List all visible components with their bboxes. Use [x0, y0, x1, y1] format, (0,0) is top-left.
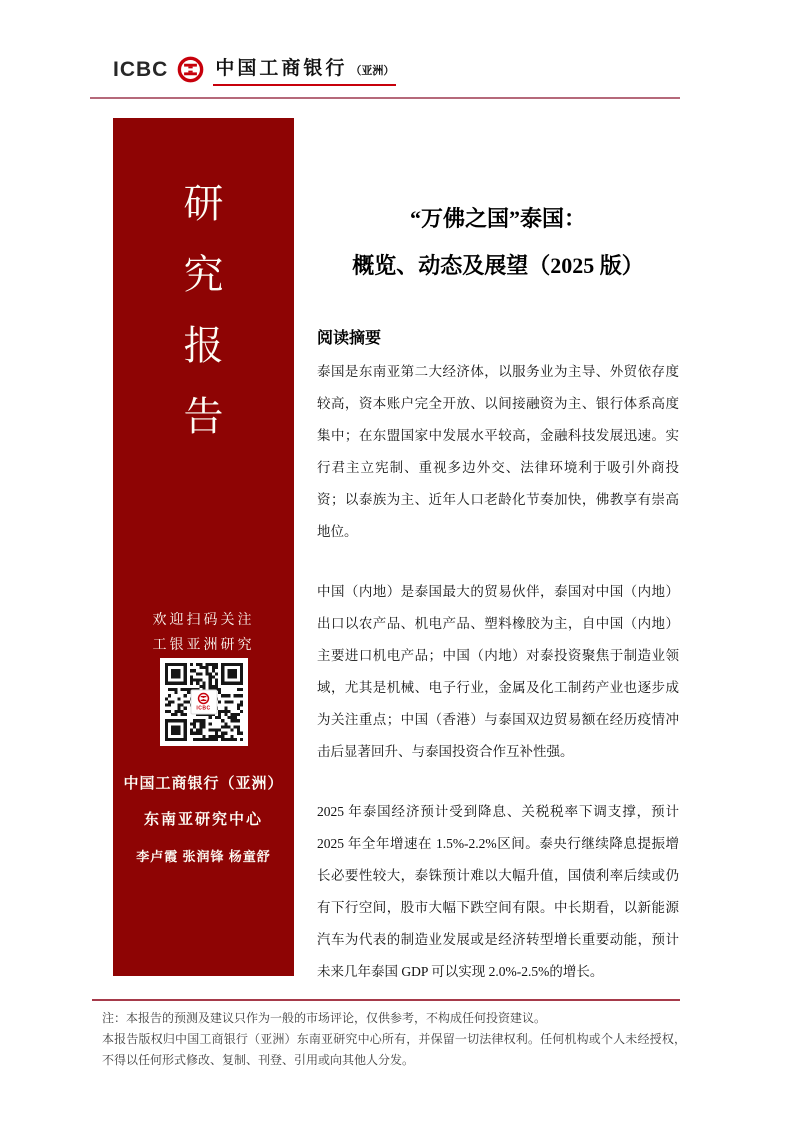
footer-disclaimer [102, 1008, 686, 1071]
abstract-paragraph-2: 中国（内地）是泰国最大的贸易伙伴，泰国对中国（内地）出口以农产品、机电产品、塑料橡胶为主，自中国（内地）主要进口机电产品；中国（内地）对泰投资聚焦于制造业领域，尤其是机械、电子行业，金属及化工制药产业也逐步成为关注重点；中国（香港）与泰国双边贸易额在经历疫情冲击后显著回升、与泰国投资合作互补性强。 [317, 584, 679, 759]
summary-heading: 阅读摘要 [317, 330, 382, 347]
qr-code [160, 658, 248, 746]
footer-divider [92, 999, 680, 1001]
org-research-center: 东南亚研究中心 [143, 812, 263, 828]
qr-caption-line1: 欢迎扫码关注 [152, 613, 255, 628]
abstract-paragraph-1: 泰国是东南亚第二大经济体，以服务业为主导、外贸依存度较高，资本账户完全开放、以间接融资为主、银行体系高度集中；在东盟国家中发展水平较高，金融科技发展迅速。实行君主立宪制、重视多边外交、法律环境利于吸引外商投资；以泰族为主、近年人口老龄化节奏加快，佛教享有崇高地位。 [317, 364, 679, 539]
vertical-title-char: 报 [183, 323, 224, 368]
qr-center-label: ICBC [196, 705, 211, 712]
abstract-paragraph-3: 2025 年泰国经济预计受到降息、关税税率下调支撑，预计 2025 年全年增速在 1.5%-2.2%区间。泰央行继续降息提振增长必要性较大，泰铢预计难以大幅升值，国债利率后续或仍有下行空间，股市大幅下跌空间有限。中长期看，以新能源汽车为代表的制造业发展或是经济转型增长重要动能，预计未来几年泰国 GDP 可以实现 2.0%-2.5%的增长。 [317, 804, 679, 979]
header-divider [90, 97, 680, 99]
bank-region: （亚洲） [350, 65, 395, 77]
authors: 李卢霞 张润锋 杨童舒 [136, 849, 271, 864]
bank-name: 中国工商银行 [215, 58, 348, 79]
footer-note-2: 本报告版权归中国工商银行（亚洲）东南亚研究中心所有，并保留一切法律权利。任何机构或个人未经授权，不得以任何形式修改、复制、刊登、引用或向其他人分发。 [102, 1032, 686, 1067]
report-title-line2: 概览、动态及展望（2025 版） [352, 253, 644, 278]
report-title [317, 195, 679, 289]
bank-name-group [213, 53, 396, 86]
vertical-report-title [113, 180, 294, 441]
report-title-line1: “万佛之国”泰国： [409, 206, 586, 231]
icbc-ring-icon [198, 693, 210, 705]
vertical-title-char: 告 [183, 394, 224, 439]
vertical-title-char: 研 [183, 181, 224, 226]
sidebar-red-panel [113, 118, 294, 976]
footer-note-1: 注：本报告的预测及建议只作为一般的市场评论，仅供参考，不构成任何投资建议。 [102, 1011, 547, 1025]
abstract-body [317, 356, 679, 1016]
icbc-ring-icon [177, 56, 204, 83]
icbc-wordmark: ICBC [113, 57, 169, 81]
icbc-logo [113, 53, 396, 86]
org-name: 中国工商银行（亚洲） [123, 776, 284, 792]
qr-caption-line2: 工银亚洲研究 [152, 638, 255, 653]
qr-center-badge [190, 690, 217, 715]
qr-caption [113, 608, 294, 658]
vertical-title-char: 究 [183, 252, 224, 297]
